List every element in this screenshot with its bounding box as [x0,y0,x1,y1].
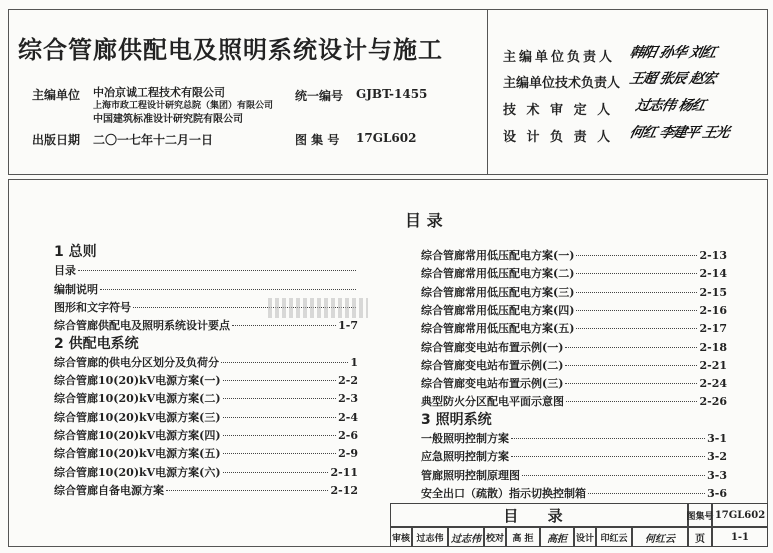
toc-entry-label: 安全出口（疏散）指示切换控制箱 [421,486,586,500]
toc-entry-page: 2-12 [330,483,358,497]
toc-leader-dots [511,438,705,439]
toc-entry[interactable] [421,467,727,483]
toc-entry[interactable] [54,281,358,297]
editor-3: 中国建筑标准设计研究院有限公司 [93,114,243,125]
toc-leader-dots [565,347,697,348]
toc-entry-label: 综合管廊常用低压配电方案(三) [421,285,575,299]
toc-entry-label: 目录 [54,264,76,278]
toc-entry-label: 管廊照明控制原理图 [421,468,520,482]
scan-artifact [268,298,368,318]
toc-leader-dots [511,456,705,457]
titleblock-design-label: 设计 [574,527,596,547]
toc-leader-dots [566,401,697,402]
toc-entry-page: 2-21 [699,358,727,372]
toc-entry[interactable] [421,393,727,409]
resp-signature-1: 韩阳 孙华 刘红 [628,45,718,61]
toc-entry-label: 综合管廊10(20)kV电源方案(三) [54,410,221,424]
toc-entry-page: 2-26 [699,395,727,409]
toc-leader-dots [232,325,336,326]
toc-entry-label: 综合管廊10(20)kV电源方案(五) [54,447,221,461]
toc-entry[interactable] [54,262,358,278]
toc-entry-label: 综合管廊变电站布置示例(二) [421,358,564,372]
toc-leader-dots [576,255,697,256]
toc-entry-page: 3-3 [707,468,727,482]
titleblock-check-label: 校对 [484,527,506,547]
toc-entry[interactable] [54,390,358,406]
toc-leader-dots [565,383,697,384]
titleblock-review-name: 过志伟 [412,527,448,547]
toc-entry-label: 综合管廊10(20)kV电源方案(四) [54,429,221,442]
toc-entry-page: 2-2 [338,374,358,388]
toc-entry-page: 2-3 [338,392,358,406]
toc-leader-dots [223,472,329,473]
toc-leader-dots [576,328,697,329]
toc-entry[interactable] [421,265,727,281]
titleblock-page-label: 页 [688,527,712,547]
toc-entry-label: 编制说明 [54,282,98,296]
toc-title: 目 录 [405,211,443,230]
toc-entry-page: 2-11 [330,465,358,479]
toc-entry-label: 综合管廊10(20)kV电源方案(六) [54,465,221,479]
toc-entry[interactable] [54,445,358,461]
date-label: 出版日期 [32,133,81,147]
toc-entry[interactable] [54,409,358,425]
toc-entry-page: 2-15 [699,285,727,299]
resp-label-1: 主编单位负责人 [503,50,616,65]
toc-leader-dots [522,475,705,476]
toc-entry[interactable] [54,354,358,370]
toc-leader-dots [78,270,356,271]
toc-entry-label: 应急照明控制方案 [421,450,509,464]
toc-entry-page: 2-17 [699,322,727,336]
titleblock-atlas-label: 图集号 [688,503,712,527]
toc-entry[interactable] [421,357,727,373]
toc-entry[interactable] [421,375,727,391]
titleblock-name: 目 录 [390,503,688,527]
toc-entry[interactable] [421,284,727,300]
toc-leader-dots [223,380,337,381]
toc-entry-page: 2-6 [338,429,358,442]
toc-leader-dots [576,273,697,274]
toc-entry[interactable] [54,372,358,388]
toc-entry[interactable] [421,430,727,446]
number-label: 统一编号 [295,89,344,103]
toc-entry-label: 综合管廊常用低压配电方案(五) [421,322,575,336]
toc-entry[interactable] [54,482,358,498]
toc-entry[interactable] [54,427,358,443]
toc-entry[interactable] [54,317,358,333]
toc-section-heading: 2 供配电系统 [54,335,139,352]
header-divider [487,9,488,175]
toc-entry-label: 综合管廊常用低压配电方案(一) [421,249,575,262]
toc-entry[interactable] [421,320,727,336]
toc-entry-label: 综合管廊的供电分区划分及负荷分 [54,355,219,369]
toc-leader-dots [223,453,337,454]
toc-entry-label: 综合管廊变电站布置示例(三) [421,377,564,391]
toc-entry-page: 3-1 [707,432,727,445]
toc-entry-page: 1-7 [338,319,358,333]
toc-section-heading: 1 总则 [54,244,97,260]
toc-entry-page: 2-4 [338,410,358,424]
toc-leader-dots [576,292,697,293]
toc-leader-dots [588,493,705,494]
toc-entry-page: 3-2 [707,450,727,464]
resp-signature-4: 何红 李建平 王光 [628,125,731,141]
toc-entry-label: 综合管廊自备电源方案 [54,483,164,497]
toc-entry-label: 典型防火分区配电平面示意图 [421,395,564,409]
toc-entry-label: 一般照明控制方案 [421,432,509,445]
atlas-value: 17GL602 [356,131,417,145]
toc-leader-dots [223,398,337,399]
toc-entry-label: 综合管廊供配电及照明系统设计要点 [54,319,230,333]
toc-leader-dots [223,417,337,418]
titleblock-atlas-value: 17GL602 [712,503,768,527]
toc-entry-label: 综合管廊常用低压配电方案(四) [421,303,575,317]
toc-section-heading: 3 照明系统 [421,411,492,428]
toc-entry-label: 综合管廊10(20)kV电源方案(二) [54,392,221,406]
toc-entry-page: 2-13 [699,249,727,262]
toc-entry-page: 1 [350,355,358,369]
toc-entry-page: 2-18 [699,340,727,354]
titleblock-design-signature: 何红云 [632,527,688,547]
toc-entry-label: 图形和文字符号 [54,300,131,314]
number-value: GJBT-1455 [356,87,428,101]
resp-label-2: 主编单位技术负责人 [503,76,621,91]
resp-signature-2: 王超 张辰 赵宏 [628,71,718,87]
titleblock-page-value: 1-1 [712,527,768,547]
toc-entry-label: 综合管廊变电站布置示例(一) [421,340,564,354]
resp-label-3: 技 术 审 定 人 [503,103,614,118]
toc-entry[interactable] [421,339,727,355]
editor-2: 上海市政工程设计研究总院（集团）有限公司 [93,101,274,111]
toc-leader-dots [576,310,697,311]
toc-entry-page: 2-16 [699,303,727,317]
toc-entry[interactable] [421,302,727,318]
titleblock-design-name: 印红云 [596,527,632,547]
toc-leader-dots [166,490,328,491]
toc-entry[interactable] [54,464,358,480]
toc-entry-page: 2-24 [699,377,727,391]
toc-leader-dots [221,362,348,363]
atlas-label: 图 集 号 [295,133,340,147]
editor-label: 主编单位 [32,88,81,102]
toc-leader-dots [565,365,697,366]
titleblock-check-name: 高 拒 [506,527,540,547]
date-value: 二〇一七年十二月一日 [93,133,214,147]
toc-entry[interactable] [421,448,727,464]
toc-entry-label: 综合管廊10(20)kV电源方案(一) [54,374,221,388]
toc-entry-page: 3-6 [707,486,727,500]
titleblock-check-signature: 高拒 [540,527,574,547]
toc-leader-dots [100,289,356,290]
resp-label-4: 设 计 负 责 人 [503,130,614,145]
toc-entry[interactable] [421,247,727,263]
titleblock-review-label: 审核 [390,527,412,547]
toc-leader-dots [223,435,337,436]
toc-entry-label: 综合管廊常用低压配电方案(二) [421,267,575,281]
toc-entry-page: 2-9 [338,447,358,461]
editor-1: 中冶京诚工程技术有限公司 [93,86,225,99]
page-title: 综合管廊供配电及照明系统设计与施工 [18,36,443,64]
titleblock-review-signature: 过志伟 [448,527,484,547]
toc-entry-page: 2-14 [699,267,727,281]
resp-signature-3: 过志伟 杨红 [634,98,707,114]
toc-entry[interactable] [421,485,727,501]
